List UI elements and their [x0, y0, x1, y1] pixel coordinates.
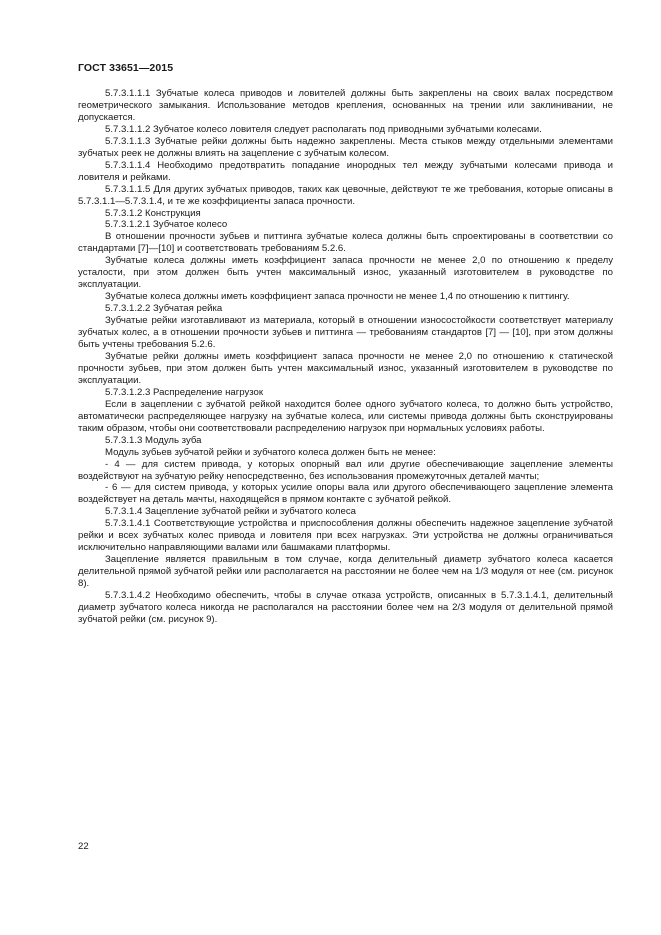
list-item: - 6 — для систем привода, у которых усилие опоры вала или другого обеспечивающего зацепление элемента воздействует на деталь мачты, находящейся в прямом контакте с зубчатой рейкой. [78, 482, 613, 506]
paragraph-5-7-3-1-1-2: 5.7.3.1.1.2 Зубчатое колесо ловителя следует располагать под приводными зубчатыми колесами. [105, 123, 542, 135]
paragraph-5-7-3-1-4-1: 5.7.3.1.4.1 Соответствующие устройства и приспособления должны обеспечить надежное зацепление зубчатой рейки и всех зубчатых колес привода и ловителя при всех нагрузках. Эти устройства не должны ограничиваться исключительно направляющими валами или башмаками платформы. [78, 518, 613, 554]
section-heading-gear-wheel: 5.7.3.1.2.1 Зубчатое колесо [105, 219, 228, 231]
page-number: 22 [78, 841, 89, 852]
section-heading-tooth-module: 5.7.3.1.3 Модуль зуба [105, 434, 202, 446]
body-text [78, 88, 613, 626]
paragraph-5-7-3-1-1-4: 5.7.3.1.1.4 Необходимо предотвратить попадание инородных тел между зубчатыми колесами привода и ловителя и рейками. [78, 159, 613, 183]
paragraph-5-7-3-1-4-2: 5.7.3.1.4.2 Необходимо обеспечить, чтобы в случае отказа устройств, описанных в 5.7.3.1.4.1, делительный диаметр зубчатого колеса никогда не располагался на расстоянии более чем на 2/3 модуля от делительной прямой зубчатой рейки (см. рисунок 9). [78, 590, 613, 625]
section-heading-construction: 5.7.3.1.2 Конструкция [105, 207, 201, 219]
section-heading-load-distribution: 5.7.3.1.2.3 Распределение нагрузок [105, 386, 264, 398]
section-heading-engagement: 5.7.3.1.4 Зацепление зубчатой рейки и зубчатого колеса [105, 506, 356, 518]
paragraph: В отношении прочности зубьев и питтинга зубчатые колеса должны быть спроектированы в соответствии со стандартами [7]—[10] и соответствовать требованиям 5.2.6. [78, 231, 613, 255]
paragraph: Зацепление является правильным в том случае, когда делительный диаметр зубчатого колеса касается делительной прямой зубчатой рейки или располагается на расстоянии не более чем на 1/3 модуля от нее (см. рисунок 8). [78, 554, 613, 590]
paragraph-5-7-3-1-1-5: 5.7.3.1.1.5 Для других зубчатых приводов, таких как цевочные, действуют те же требования, которые описаны в 5.7.3.1.1—5.7.3.1.4, и те же коэффициенты запаса прочности. [78, 183, 613, 207]
list-item: - 4 — для систем привода, у которых опорный вал или другие обеспечивающие зацепление элементы воздействуют на зубчатую рейку непосредственно, без использования промежуточных деталей мачты; [78, 458, 613, 482]
paragraph-5-7-3-1-1-1: 5.7.3.1.1.1 Зубчатые колеса приводов и ловителей должны быть закреплены на своих валах посредством геометрического замыкания. Использование методов крепления, основанных на трении или заклинивании, не допускается. [78, 88, 613, 123]
paragraph: Если в зацеплении с зубчатой рейкой находится более одного зубчатого колеса, то должно быть устройство, автоматически распределяющее нагрузку на зубчатые колеса, или системы привода должны быть сконструированы таким образом, чтобы они соответствовали распределению нагрузок при нормальных условиях работы. [78, 398, 613, 434]
standard-header: ГОСТ 33651—2015 [78, 62, 174, 74]
paragraph: Зубчатые рейки должны иметь коэффициент запаса прочности не менее 2,0 по отношению к статической прочности зубьев, при этом должен быть учтен максимальный износ, указанный изготовителем в руководстве по эксплуатации. [78, 350, 613, 386]
paragraph: Зубчатые колеса должны иметь коэффициент запаса прочности не менее 2,0 по отношению к пределу усталости, при этом должен быть учтен максимальный износ, указанный изготовителем в руководстве по эксплуатации. [78, 255, 613, 291]
paragraph-5-7-3-1-1-3: 5.7.3.1.1.3 Зубчатые рейки должны быть надежно закреплены. Места стыков между отдельными элементами зубчатых реек не должны влиять на зацепление с зубчатым колесом. [78, 135, 613, 159]
paragraph: Модуль зубьев зубчатой рейки и зубчатого колеса должен быть не менее: [105, 446, 436, 458]
paragraph: Зубчатые колеса должны иметь коэффициент запаса прочности не менее 1,4 по отношению к питтингу. [105, 291, 570, 303]
paragraph: Зубчатые рейки изготавливают из материала, который в отношении износостойкости соответствует материалу зубчатых колес, а в отношении прочности зубьев и питтинга — требованиям стандартов [7] — [10], при этом должны быть учтены требования 5.2.6. [78, 315, 613, 351]
section-heading-gear-rack: 5.7.3.1.2.2 Зубчатая рейка [105, 303, 223, 315]
